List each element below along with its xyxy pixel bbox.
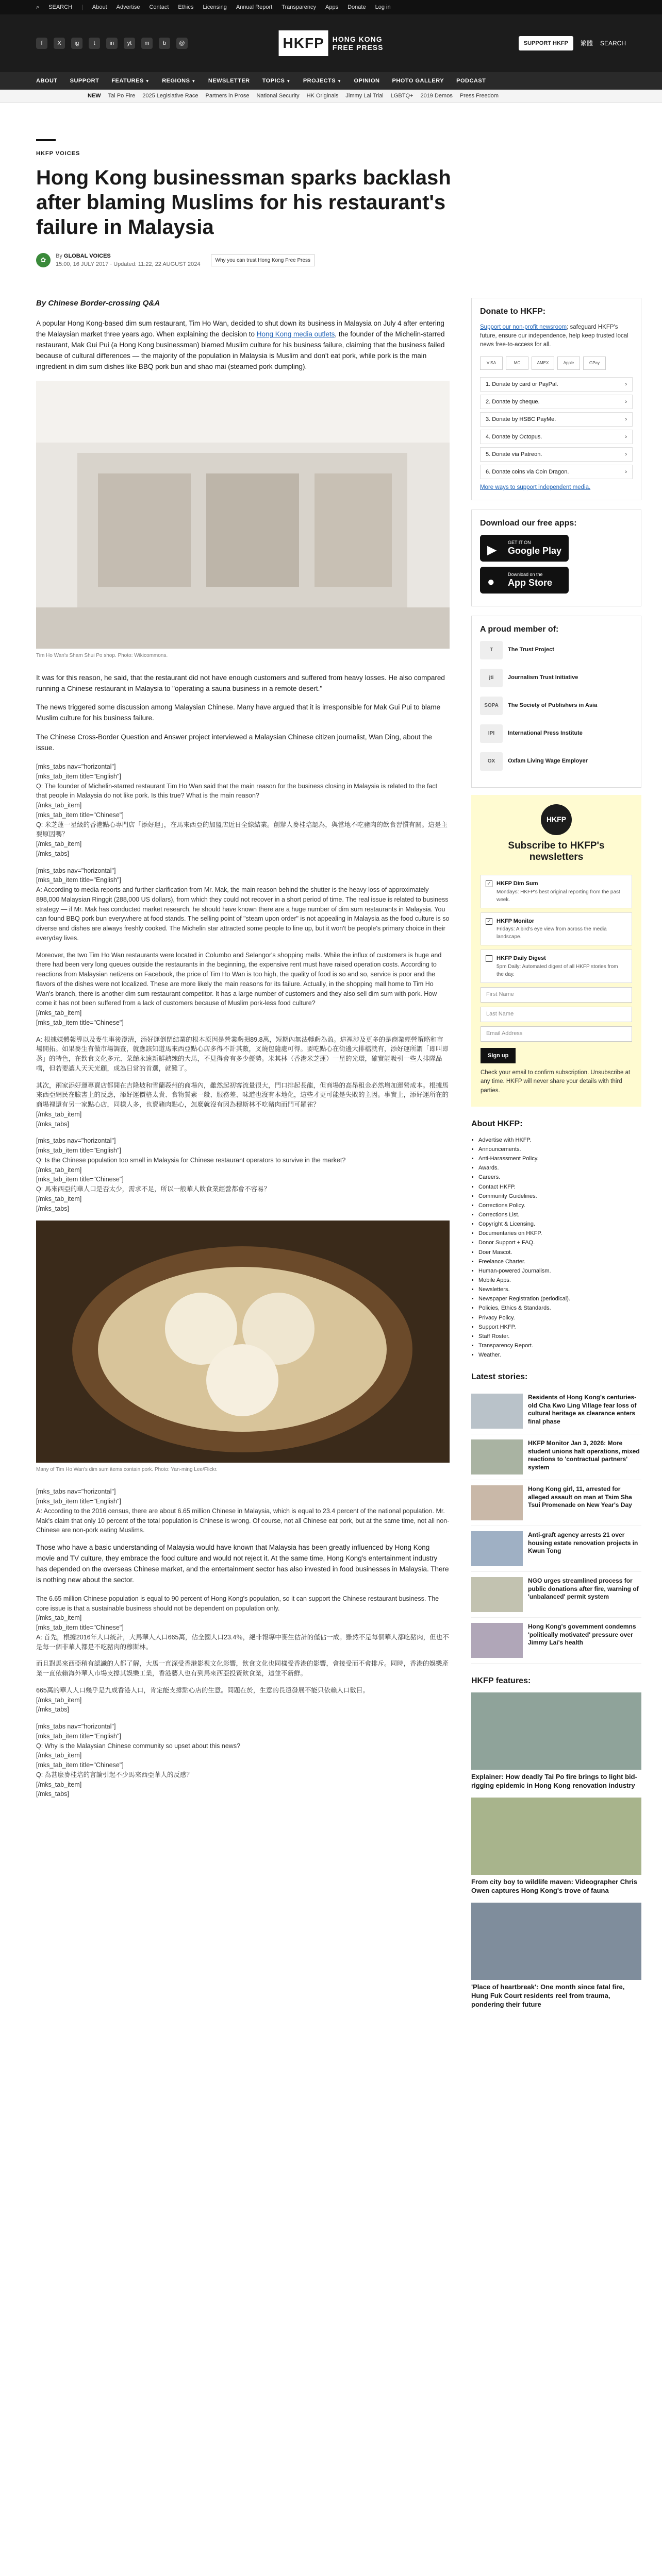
qa-block: 其次，兩家添好運專賣店都開在吉隆坡和雪蘭莪州的商場內，雖然起初客流量很大，門口排起長龍，但商場的高昂租金必然增加運營成本。根據馬來西亞網民在臉書上的反應，添好運價格太貴、食物質素一般、服務差、味道也沒有本地化，這些才更可能是失敗的主因。事實上，添好運所在的商場裡還有另一家點心店，同樣人多，也賣豬肉點心，怎麼就沒有因為穆斯林不吃豬肉而門可羅雀？ [/mks_tab_item] [/mks_tabs] <box>36 1081 449 1128</box>
byline <box>36 252 626 269</box>
header-search-link[interactable]: SEARCH <box>600 40 626 47</box>
member-label: The Trust Project <box>508 647 554 653</box>
topbar-link-ethics[interactable]: Ethics <box>178 4 194 10</box>
topbar-link-donate[interactable]: Donate <box>347 4 366 10</box>
nav-item-about[interactable]: ABOUT <box>36 77 58 84</box>
features-list <box>471 1692 641 2009</box>
topbar-link-transparency[interactable]: Transparency <box>282 4 317 10</box>
newsletter-option-desc: 5pm Daily: Automated digest of all HKFP stories from the day. <box>496 963 618 977</box>
language-toggle[interactable]: 繁體 <box>580 40 593 47</box>
about-link[interactable]: • Staff Roster. <box>478 1332 641 1341</box>
support-hkfp-button[interactable]: SUPPORT HKFP <box>519 36 573 51</box>
topbar-link-advertise[interactable]: Advertise <box>116 4 140 10</box>
nav-item-label: TOPICS <box>262 77 285 84</box>
about-links <box>471 1136 641 1360</box>
story-thumbnail[interactable] <box>471 1623 523 1658</box>
app-store-label: App Store <box>508 578 553 588</box>
apps-box <box>471 510 641 606</box>
sidebar <box>471 298 641 2016</box>
checkbox-checked-icon[interactable]: ✓ <box>486 918 492 925</box>
author-name[interactable]: GLOBAL VOICES <box>63 252 111 259</box>
story-thumbnail[interactable] <box>471 1577 523 1612</box>
divider: | <box>81 4 83 10</box>
topbar-link-about[interactable]: About <box>92 4 107 10</box>
paragraph: Those who have a basic understanding of Malaysia would have known that Malaysia has been greatly influenced by Hong Kong movie and TV culture, they embrace the food culture and would not reject it. At the same time, Hong Kong's entertainment industry has depended on the overseas Chinese market, and the entertainment sector has also invested in food businesses in Malaysia. There is nothing new about the sector. <box>36 1544 449 1584</box>
story-headline[interactable]: Hong Kong girl, 11, arrested for alleged assault on man at Tsim Sha Tsui Promenade on New Year's Day <box>528 1485 632 1509</box>
donate-option[interactable] <box>480 447 633 462</box>
trust-project-logo: T <box>480 641 503 659</box>
donate-option[interactable] <box>480 430 633 444</box>
apple-icon: ● <box>487 574 495 589</box>
email-field[interactable]: Email Address <box>481 1026 632 1042</box>
article-body <box>36 298 450 2016</box>
nav-item-features[interactable] <box>111 77 150 86</box>
member-ipi[interactable] <box>480 724 633 743</box>
restaurant-photo <box>36 381 450 649</box>
divider <box>36 139 56 141</box>
story-thumbnail[interactable] <box>471 1485 523 1520</box>
trust-link[interactable]: Why you can trust Hong Kong Free Press <box>211 255 316 266</box>
about-link[interactable]: • Weather. <box>478 1350 641 1360</box>
donate-more <box>480 483 633 492</box>
latest-story[interactable] <box>471 1618 641 1664</box>
trending-link[interactable]: Press Freedom <box>459 93 499 99</box>
member-sopa[interactable] <box>480 697 633 715</box>
nav-item-regions[interactable] <box>162 77 196 86</box>
story-headline[interactable]: Hong Kong's government condemns 'politically motivated' pressure over Jimmy Lai's health <box>528 1623 636 1647</box>
about-link[interactable]: • Advertise with HKFP. <box>478 1136 641 1145</box>
chevron-right-icon: › <box>625 451 627 457</box>
mastercard-icon: MC <box>506 357 528 370</box>
article-header <box>0 103 662 269</box>
donate-option-label: 5. Donate via Patreon. <box>486 451 542 457</box>
topbar-link-search[interactable]: SEARCH <box>48 4 73 10</box>
newsletter-option[interactable] <box>481 912 632 946</box>
feature-headline[interactable]: 'Place of heartbreak': One month since fatal fire, Hung Fuk Court residents reel from trauma, pondering their future <box>471 1982 625 2008</box>
main-nav <box>0 72 662 90</box>
trending-link[interactable]: LGBTQ+ <box>390 93 413 99</box>
trending-link[interactable]: Jimmy Lai Trial <box>345 93 384 99</box>
sopa-logo: SOPA <box>480 697 503 715</box>
newsletter-option-name: HKFP Dim Sum <box>496 880 538 887</box>
about-title: About HKFP: <box>471 1119 523 1128</box>
topbar-link-annual-report[interactable]: Annual Report <box>236 4 273 10</box>
about-link[interactable]: • Freelance Charter. <box>478 1257 641 1266</box>
article-subtitle: By Chinese Border-crossing Q&A <box>36 298 160 308</box>
donate-box <box>471 298 641 500</box>
latest-title: Latest stories: <box>471 1372 528 1382</box>
nav-item-label: FEATURES <box>111 77 144 84</box>
about-link[interactable]: • Newspaper Registration (periodical). <box>478 1294 641 1303</box>
topbar-link-apps[interactable]: Apps <box>325 4 339 10</box>
feature-headline[interactable]: From city boy to wildlife maven: Videographer Chris Owen captures Hong Kong's trove of fauna <box>471 1878 637 1894</box>
nav-item-podcast[interactable]: PODCAST <box>456 77 486 84</box>
chevron-right-icon: › <box>625 469 627 475</box>
paragraph <box>36 318 450 372</box>
donate-option[interactable] <box>480 465 633 479</box>
story-headline[interactable]: Anti-graft agency arrests 21 over housing estate renovation projects in Kwun Tong <box>528 1531 638 1555</box>
story-headline[interactable]: HKFP Monitor Jan 3, 2026: More student unions halt operations, mixed reactions to 'contractual partners' system <box>528 1439 640 1471</box>
paragraph: The Chinese Cross-Border Question and Answer project interviewed a Malaysian Chinese citizen journalist, Wan Ding, about the issue. <box>36 733 432 752</box>
about-link[interactable]: • Copyright & Licensing. <box>478 1219 641 1229</box>
story-headline[interactable]: NGO urges streamlined process for public donations after fire, warning of 'unbalanced' permit system <box>528 1577 639 1601</box>
chevron-down-icon: ▼ <box>286 78 291 83</box>
image-caption: Tim Ho Wan's Sham Shui Po shop. Photo: Wikicommons. <box>36 652 168 658</box>
logo-mark: HKFP <box>279 30 328 56</box>
about-link[interactable]: • Documentaries on HKFP. <box>478 1229 641 1238</box>
google-play-button[interactable] <box>480 535 569 562</box>
features-title: HKFP features: <box>471 1676 531 1686</box>
donate-option[interactable] <box>480 377 633 392</box>
last-name-field[interactable]: Last Name <box>481 1007 632 1022</box>
qa-block: A: 根據媒體報導以及麥生事後澄清，添好運倒閉結業的根本原因是營業虧損89.8萬，短期內無法轉虧為盈。這裡涉及更多的是商業經營策略和市場開拓。如果麥生有做市場調查，就應該知道馬來西亞點心店多得不計其數，叉燒包隨處可得。要吃點心在街邊大排檔就有，添好運所謂「即叫即蒸」的特色，在飲食文化多元、菜餚永遠新鮮熱辣的大馬，不見得會有多少優勢。米其林（香港米芝蓮）一星的光環，確實能吸引一些人排隊品嚐，但若要讓人天天光顧，成為日常的首選，就難了。 <box>36 1036 449 1072</box>
feature-story[interactable] <box>471 1798 641 1895</box>
checkbox-checked-icon[interactable]: ✓ <box>486 880 492 887</box>
newsletter-option[interactable] <box>481 950 632 983</box>
qa-block: [mks_tabs nav="horizontal"] [mks_tab_item title="English"] Q: Why is the Malaysian Chinese community so upset about this news? [/mks_tab_item] [mks_tab_item title="Chinese"] Q: 為甚麼麥桂培的言論引起不少馬來西亞華人的反感？ [/mks_tab_item] [/mks_tabs] <box>36 1723 241 1798</box>
google-play-label: Google Play <box>508 546 562 556</box>
chevron-down-icon: ▼ <box>191 78 196 83</box>
trending-bar <box>0 90 662 103</box>
latest-list <box>471 1388 641 1664</box>
payment-methods <box>480 357 633 370</box>
app-store-caption: Download on the <box>508 571 543 577</box>
feature-headline[interactable]: Explainer: How deadly Tai Po fire brings to light bid-rigging epidemic in Hong Kong renovation industry <box>471 1773 637 1790</box>
sign-up-button[interactable]: Sign up <box>481 1048 516 1064</box>
features-box <box>471 1675 641 2009</box>
story-thumbnail[interactable] <box>471 1394 523 1429</box>
logo-line-1: HONG KONG <box>332 35 383 43</box>
mastodon-icon[interactable]: m <box>141 38 153 49</box>
trending-label: NEW <box>88 93 101 99</box>
member-label: Oxfam Living Wage Employer <box>508 758 588 765</box>
feature-image[interactable] <box>471 1798 641 1875</box>
story-headline[interactable]: Residents of Hong Kong's centuries-old Cha Kwo Ling Village fear loss of cultural heritage as clearance enters final phase <box>528 1394 637 1425</box>
paragraph: It was for this reason, he said, that the restaurant did not have enough customers and suffered from heavy losses. He also compared running a Chinese restaurant in Malaysia to "operating a sauna business in a remote desert." <box>36 673 445 692</box>
search-icon[interactable]: ⌕ <box>36 4 40 10</box>
trending-link[interactable]: Tai Po Fire <box>108 93 136 99</box>
about-link[interactable]: • Donor Support + FAQ. <box>478 1238 641 1247</box>
qa-block: 而且對馬來西亞稍有認識的人都了解，大馬一直深受香港影視文化影響，飲食文化也同樣受香港的影響，會接受而不會排斥。同時，香港的娛樂產業一直依賴海外華人市場支撐其娛樂工業，香港藝人也有到馬來西亞投資飲食業，這並不新鮮。 <box>36 1660 449 1677</box>
feature-image[interactable] <box>471 1692 641 1770</box>
feature-story[interactable] <box>471 1903 641 2009</box>
telegram-icon[interactable]: t <box>89 38 100 49</box>
latest-story[interactable] <box>471 1480 641 1526</box>
newsletter-option-name: HKFP Daily Digest <box>496 955 546 962</box>
about-link[interactable]: • Corrections List. <box>478 1210 641 1219</box>
topbar-link-licensing[interactable]: Licensing <box>203 4 227 10</box>
qa-block: [mks_tabs nav="horizontal"] [mks_tab_item title="English"] Q: Is the Chinese population too small in Malaysia for Chinese restaurant operators to survive in the market? [/mks_tab_item] [mks_tab_item title="Chinese"] Q: 馬來西亞的華人口是否太少，需求不足，所以一般華人飲食業經營都會不容易？ [/mks_tab_item] [/mks_tabs] <box>36 1137 346 1212</box>
top-utility-bar <box>0 0 662 14</box>
nav-item-projects[interactable] <box>303 77 342 86</box>
story-thumbnail[interactable] <box>471 1531 523 1566</box>
google-pay-icon: GPay <box>583 357 606 370</box>
youtube-icon[interactable]: yt <box>124 38 135 49</box>
nav-item-newsletter[interactable]: NEWSLETTER <box>208 77 250 84</box>
article-title: Hong Kong businessman sparks backlash after blaming Muslims for his restaurant's failure in Malaysia <box>36 166 451 239</box>
chevron-down-icon: ▼ <box>145 78 150 83</box>
qa-block: [mks_tabs nav="horizontal"] [mks_tab_item title="English"] A: According to the 2016 census, there are about 6.65 million Chinese in Malaysia, which is equal to 23.4 percent of the national population. Mr. Mak's claim that only 10 percent of the total population is Chinese is wrong. Of course, not all Chinese eat pork, but at the same time, not all non-Chinese are non-pork eating Muslims. <box>36 1488 450 1534</box>
article-category[interactable]: HKFP VOICES <box>36 150 80 157</box>
byline-text: By GLOBAL VOICES 15:00, 16 JULY 2017 · Updated: 11:22, 22 AUGUST 2024 <box>56 252 201 267</box>
donate-description: ; safeguard HKFP's future, ensure our independence, help keep trusted local news free-to-access for all. <box>480 324 628 348</box>
about-link[interactable]: • Anti-Harassment Policy. <box>478 1154 641 1163</box>
publish-date: 15:00, 16 JULY 2017 <box>56 261 109 267</box>
ipi-logo: IPI <box>480 724 503 743</box>
nav-item-topics[interactable] <box>262 77 291 86</box>
threads-icon[interactable]: @ <box>176 38 188 49</box>
bluesky-icon[interactable]: b <box>159 38 170 49</box>
topbar-link-contact[interactable]: Contact <box>149 4 169 10</box>
membership-box <box>471 616 641 788</box>
nav-item-label: PROJECTS <box>303 77 336 84</box>
member-jti[interactable] <box>480 669 633 687</box>
chevron-right-icon: › <box>625 416 627 422</box>
donate-option-label: 1. Donate by card or PayPal. <box>486 381 558 387</box>
newsletter-logo: HKFP <box>541 804 572 835</box>
qa-block: [mks_tabs nav="horizontal"] [mks_tab_item title="English"] Q: The founder of Michelin-starred restaurant Tim Ho Wan said that the main reason for the business closing in Malaysia is related to the fact that people in Malaysia do not like pork. Is this true? What is the main reason? [/mks_tab_item] [mks_tab_item title="Chinese"] Q: 米芝蓮一星級的香港點心專門店「添好運」，在馬來西亞的加盟店近日全線結業。創辦人麥桂培認為，與當地不吃豬肉的飲食習慣有關。這是主要原因嗎？ [/mks_tab_item] [/mks_tabs] <box>36 763 448 857</box>
x-icon[interactable]: X <box>54 38 65 49</box>
updated-date: Updated: 11:22, 22 AUGUST 2024 <box>113 261 201 267</box>
about-box <box>471 1118 641 1360</box>
inline-link[interactable]: Hong Kong media outlets <box>256 330 335 338</box>
about-link[interactable]: • Careers. <box>478 1173 641 1182</box>
newsletter-option-desc: Mondays: HKFP's best original reporting from the past week. <box>496 889 620 903</box>
social-links <box>36 38 188 49</box>
instagram-icon[interactable]: ig <box>71 38 82 49</box>
donate-option-label: 2. Donate by cheque. <box>486 399 540 405</box>
latest-story[interactable] <box>471 1388 641 1434</box>
membership-title: A proud member of: <box>480 624 559 634</box>
about-link[interactable]: • Mobile Apps. <box>478 1276 641 1285</box>
about-link[interactable]: • Corrections Policy. <box>478 1201 641 1210</box>
author-avatar: ✿ <box>36 253 51 267</box>
nav-item-opinion[interactable]: OPINION <box>354 77 380 84</box>
article-image-shop <box>36 381 450 649</box>
logo-line-2: FREE PRESS <box>332 43 384 52</box>
about-link[interactable]: • Support HKFP. <box>478 1323 641 1332</box>
image-caption: Many of Tim Ho Wan's dim sum items contain pork. Photo: Yan-ming Lee/Flickr. <box>36 1467 218 1473</box>
member-label: International Press Institute <box>508 730 583 737</box>
qa-block: Moreover, the two Tim Ho Wan restaurants were located in Columbo and Selangor's shopping malls. While the influx of customers is huge and there had been very long queues outside the restaurants in the beginning, the expensive rent must have raised operation costs. According to reactions from Malaysian netizens on Facebook, the price of Tim Ho Wan is too high, the quality of food is so and so, service is poor and the flavors of the dishes were not localized. These are more likely the main reasons for its failure. Actually, in the shopping mall home to Tim Ho Wan's branch, there is another dim sum restaurant competitor. It has a large number of customers and they also sell dim sum with pork. How come it has not been suffered from a lack of customers because of Muslim pork-less food culture? [/mks_tab_item] [mks_tab_item title="Chinese"] <box>36 951 442 1026</box>
nav-item-photo-gallery[interactable]: PHOTO GALLERY <box>392 77 444 84</box>
google-play-icon: ▶ <box>487 543 497 557</box>
nav-item-label: REGIONS <box>162 77 190 84</box>
chevron-down-icon: ▼ <box>337 78 342 83</box>
site-header <box>0 14 662 72</box>
newsletter-signup <box>471 795 641 1107</box>
donate-title: Donate to HKFP: <box>480 307 546 316</box>
about-link[interactable]: • Contact HKFP. <box>478 1182 641 1192</box>
paragraph-text: A popular Hong Kong-based dim sum restaurant, Tim Ho Wan, decided to shut down its business in Malaysia on July 4 after entering the Malaysian market three years ago. When explaining the decision to <box>36 319 444 338</box>
logo-wordmark <box>333 35 384 52</box>
about-link[interactable]: • Human-powered Journalism. <box>478 1266 641 1276</box>
chevron-right-icon: › <box>625 381 627 387</box>
app-store-button[interactable] <box>480 567 569 594</box>
topbar-link-login[interactable]: Log in <box>375 4 391 10</box>
newsletter-title: Subscribe to HKFP's newsletters <box>508 840 605 863</box>
chevron-right-icon: › <box>625 434 627 440</box>
paragraph-text: , the founder of the Michelin-starred restaurant, Mak Gui Pui (a Hong Kong businessman) blamed Muslim culture for his business failure, claiming that the business failed because of cultural differences — the majority of the population in Malaysia is Muslim and don't eat pork, while pork is the main ingredient in dim sum dishes like BBQ pork bun and shao mai (steamed pork dumpling). <box>36 330 445 370</box>
dim-sum-photo <box>36 1221 450 1463</box>
checkbox-icon[interactable] <box>486 955 492 962</box>
donate-option[interactable] <box>480 395 633 409</box>
donate-text <box>480 323 633 350</box>
donate-option-label: 3. Donate by HSBC PayMe. <box>486 416 556 422</box>
newsletter-note: Check your email to confirm subscription. Unsubscribe at any time. HKFP will never share your details with third parties. <box>481 1070 631 1094</box>
donate-link[interactable]: Support our non-profit newsroom <box>480 324 567 330</box>
google-play-caption: GET IT ON <box>508 539 531 545</box>
newsletter-option-name: HKFP Monitor <box>496 918 535 924</box>
newsletter-option[interactable] <box>481 875 632 908</box>
about-link[interactable]: • Transparency Report. <box>478 1341 641 1350</box>
member-trust-project[interactable] <box>480 641 633 659</box>
about-link[interactable]: • Doer Mascot. <box>478 1248 641 1257</box>
qa-block: [mks_tabs nav="horizontal"] [mks_tab_item title="English"] A: According to media reports and further clarification from Mr. Mak, the main reason behind the shutter is the heavy loss of approximately 898,000 Malaysian Ringgit (288,000 US dollars), from which they could not recover in a short period of time. The real issue is related to business strategy — if Mr. Mak has conducted market research, he should have known there are a huge number of dim sum restaurants in Malaysia. You can found BBQ pork bun everywhere at food stands. The selling point of "steam upon order" is not appealing in Malaysia as the food culture is so diverse and dishes are always freshly cooked. The Michelin star attracted some people to line up, but it won't be people's primary choice in their everyday lives. <box>36 867 450 942</box>
feature-image[interactable] <box>471 1903 641 1980</box>
about-link[interactable]: • Community Guidelines. <box>478 1192 641 1201</box>
trending-link[interactable]: 2025 Legislative Race <box>142 93 198 99</box>
about-link[interactable]: • Policies, Ethics & Standards. <box>478 1303 641 1313</box>
newsletter-option-desc: Fridays: A bird's eye view from across the media landscape. <box>496 926 607 940</box>
site-logo[interactable] <box>279 30 384 56</box>
latest-story[interactable] <box>471 1434 641 1480</box>
story-thumbnail[interactable] <box>471 1439 523 1475</box>
member-oxfam[interactable] <box>480 752 633 771</box>
donate-more-link[interactable]: More ways to support independent media. <box>480 484 591 491</box>
article-image-dimsum <box>36 1221 450 1463</box>
trending-link[interactable]: Partners in Prose <box>205 93 250 99</box>
about-link[interactable]: • Privacy Policy. <box>478 1313 641 1323</box>
member-label: Journalism Trust Initiative <box>508 674 578 681</box>
chevron-right-icon: › <box>625 399 627 405</box>
latest-story[interactable] <box>471 1526 641 1572</box>
author-prefix: By <box>56 252 62 259</box>
oxfam-logo: OX <box>480 752 503 771</box>
paragraph: The news triggered some discussion among Malaysian Chinese. Many have argued that it is irresponsible for Mak Gui Pui to blame Muslim culture for his business failure. <box>36 703 441 722</box>
trending-link[interactable]: 2019 Demos <box>420 93 453 99</box>
facebook-icon[interactable]: f <box>36 38 47 49</box>
member-label: The Society of Publishers in Asia <box>508 702 598 709</box>
feature-story[interactable] <box>471 1692 641 1790</box>
about-link[interactable]: • Awards. <box>478 1163 641 1173</box>
apple-pay-icon: Apple <box>557 357 580 370</box>
content-area <box>0 298 662 2016</box>
about-link[interactable]: • Announcements. <box>478 1145 641 1154</box>
donate-option[interactable] <box>480 412 633 427</box>
apps-title: Download our free apps: <box>480 518 577 528</box>
trending-link[interactable]: National Security <box>256 93 300 99</box>
donate-option-label: 6. Donate coins via Coin Dragon. <box>486 469 569 475</box>
latest-stories <box>471 1371 641 1664</box>
jti-logo: jti <box>480 669 503 687</box>
latest-story[interactable] <box>471 1572 641 1618</box>
qa-block: 665萬的華人人口幾乎是九成香港人口，肯定能支撐點心店的生意。問題在於，生意的長遠發展不能只依賴人口數目。 [/mks_tab_item] [/mks_tabs] <box>36 1686 369 1714</box>
donate-option-label: 4. Donate by Octopus. <box>486 434 542 440</box>
trending-link[interactable]: HK Originals <box>306 93 339 99</box>
first-name-field[interactable]: First Name <box>481 987 632 1003</box>
qa-block: The 6.65 million Chinese population is equal to 90 percent of Hong Kong's population, so it can support the Chinese restaurant business. The core issue is that a sustainable business should not be dependent on population only. [/mks_tab_item] [mks_tab_item title="Chinese"] A: 首先，根據2016年人口統計，大馬華人人口665萬，佔全國人口23.4％，絕非報導中麥生估計的僅佔一成。雖然不是每個華人都吃豬肉，但也不是每一個非華人都是不吃豬肉的穆斯林。 <box>36 1595 449 1651</box>
about-link[interactable]: • Newsletters. <box>478 1285 641 1294</box>
header-actions <box>519 36 626 51</box>
visa-icon: VISA <box>480 357 503 370</box>
linkedin-icon[interactable]: in <box>106 38 118 49</box>
nav-item-support[interactable]: SUPPORT <box>70 77 100 84</box>
amex-icon: AMEX <box>532 357 554 370</box>
